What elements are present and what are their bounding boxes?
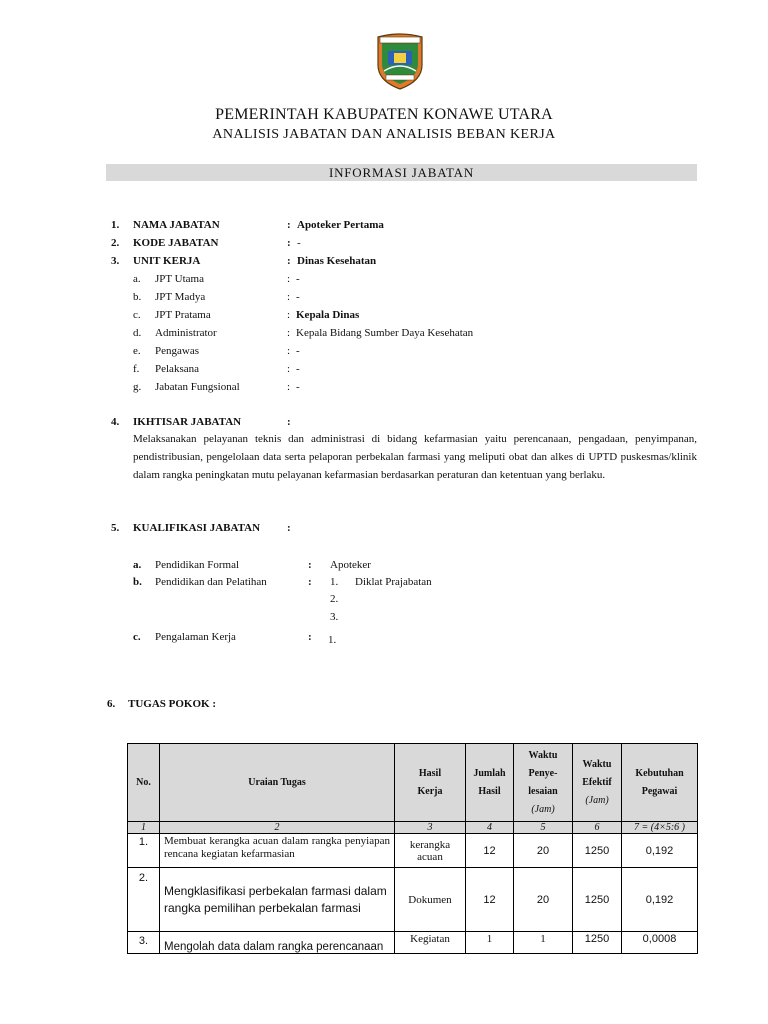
item-number: 5. (111, 522, 120, 534)
unit-item-value: - (296, 381, 300, 393)
row-hasil-kerja: Kegiatan (395, 932, 466, 954)
table-column-number-row (128, 822, 698, 834)
row-waktu-penyelesaian: 20 (514, 868, 573, 932)
separator: : (287, 327, 291, 339)
header-waktu-penyelesaian: Waktu Penye- lesaian (Jam) (514, 744, 573, 822)
separator: : (287, 345, 291, 357)
unit-item-value: Kepala Bidang Sumber Daya Kesehatan (296, 327, 474, 339)
separator: : (287, 291, 291, 303)
row-no: 2. (128, 868, 160, 932)
ikhtisar-jabatan-text: Melaksanakan pelayanan teknis dan administrasi di bidang kefarmasian yaitu perencanaan, pengadaan, penyimpanan, pendistribusian, pengelolaan data serta pelaporan perbekalan farmasi yang meliputi obat dan alkes di UPTD puskesmas/klinik dalam rangka peningkatan mutu pelayanan kefarmasian berdasarkan peraturan dan ketentuan yang berlaku. (133, 433, 697, 481)
unit-item-letter: e. (133, 345, 141, 357)
kualifikasi-letter: a. (133, 559, 142, 571)
separator: : (287, 237, 291, 249)
row-uraian: Mengolah data dalam rangka perencanaan (160, 932, 395, 954)
nama-jabatan-value: Apoteker Pertama (297, 219, 384, 231)
separator: : (308, 559, 312, 571)
unit-item-value: - (296, 291, 300, 303)
unit-item-value: - (296, 273, 300, 285)
row-jumlah-hasil: 12 (466, 834, 514, 868)
row-kebutuhan-pegawai: 0,192 (622, 834, 698, 868)
row-kebutuhan-pegawai: 0,192 (622, 868, 698, 932)
kode-jabatan-label: KODE JABATAN (133, 237, 219, 249)
separator: : (287, 363, 291, 375)
unit-item-letter: g. (133, 381, 142, 393)
document-subtitle: ANALISIS JABATAN DAN ANALISIS BEBAN KERJA (212, 127, 556, 142)
pendidikan-formal-label: Pendidikan Formal (155, 559, 240, 571)
unit-item-label: JPT Madya (155, 291, 206, 303)
separator: : (287, 309, 291, 321)
item-number: 1. (111, 219, 120, 231)
unit-item-letter: d. (133, 327, 142, 339)
header-no: No. (128, 744, 160, 822)
pengalaman-item-number: 1. (328, 634, 337, 646)
kode-jabatan-value: - (297, 237, 301, 249)
table-row (128, 932, 698, 954)
header-uraian-tugas: Uraian Tugas (160, 744, 395, 822)
column-number: 7 = (4×5:6 ) (622, 822, 698, 834)
table-row (128, 834, 698, 868)
item-number: 6. (107, 698, 116, 710)
kualifikasi-jabatan-label: KUALIFIKASI JABATAN (133, 522, 261, 534)
pelatihan-item-number: 2. (330, 593, 339, 605)
separator: : (287, 219, 291, 231)
unit-item-value: - (296, 345, 300, 357)
unit-item-label: Administrator (155, 327, 217, 339)
separator: : (308, 576, 312, 588)
separator: : (287, 273, 291, 285)
tugas-pokok-label: TUGAS POKOK : (128, 698, 217, 710)
pelatihan-item-number: 1. (330, 576, 339, 588)
unit-item-label: Pelaksana (155, 363, 199, 375)
row-hasil-kerja: Dokumen (395, 868, 466, 932)
header-hasil-kerja: Hasil Kerja (395, 744, 466, 822)
row-waktu-efektif: 1250 (573, 868, 622, 932)
pengalaman-kerja-label: Pengalaman Kerja (155, 631, 236, 643)
tugas-pokok-table (127, 743, 698, 954)
unit-item-letter: c. (133, 309, 141, 321)
column-number: 1 (128, 822, 160, 834)
unit-item-letter: f. (133, 363, 140, 375)
regency-emblem-icon (374, 31, 426, 91)
unit-item-letter: b. (133, 291, 142, 303)
table-row (128, 868, 698, 932)
unit-item-letter: a. (133, 273, 141, 285)
header-kebutuhan-pegawai: Kebutuhan Pegawai (622, 744, 698, 822)
column-number: 3 (395, 822, 466, 834)
row-uraian: Membuat kerangka acuan dalam rangka penyiapan rencana kegiatan kefarmasian (160, 834, 395, 868)
unit-kerja-label: UNIT KERJA (133, 255, 201, 267)
column-number: 4 (466, 822, 514, 834)
ikhtisar-jabatan-label: IKHTISAR JABATAN (133, 416, 242, 428)
header-jumlah-hasil: Jumlah Hasil (466, 744, 514, 822)
unit-item-label: Jabatan Fungsional (155, 381, 240, 393)
separator: : (287, 255, 291, 267)
kualifikasi-letter: c. (133, 631, 141, 643)
item-number: 2. (111, 237, 120, 249)
row-waktu-penyelesaian: 1 (514, 932, 573, 954)
column-number: 5 (514, 822, 573, 834)
nama-jabatan-label: NAMA JABATAN (133, 219, 220, 231)
row-uraian: Mengklasifikasi perbekalan farmasi dalam rangka pemilihan perbekalan farmasi (160, 868, 395, 932)
kualifikasi-letter: b. (133, 576, 142, 588)
separator: : (287, 381, 291, 393)
unit-kerja-value: Dinas Kesehatan (297, 255, 377, 267)
header-waktu-efektif: Waktu Efektif (Jam) (573, 744, 622, 822)
table-header-row (128, 744, 698, 822)
row-jumlah-hasil: 1 (466, 932, 514, 954)
row-hasil-kerja: kerangka acuan (395, 834, 466, 868)
unit-item-label: JPT Utama (155, 273, 204, 285)
row-no: 3. (128, 932, 160, 954)
pendidikan-formal-value: Apoteker (330, 559, 371, 571)
row-waktu-penyelesaian: 20 (514, 834, 573, 868)
pendidikan-pelatihan-label: Pendidikan dan Pelatihan (155, 576, 267, 588)
row-jumlah-hasil: 12 (466, 868, 514, 932)
separator: : (287, 522, 291, 534)
row-kebutuhan-pegawai: 0,0008 (622, 932, 698, 954)
item-number: 4. (111, 416, 120, 428)
unit-item-value: Kepala Dinas (296, 309, 360, 321)
section-band-informasi-jabatan: INFORMASI JABATAN (106, 164, 697, 181)
pelatihan-item-number: 3. (330, 611, 339, 623)
column-number: 6 (573, 822, 622, 834)
unit-item-label: Pengawas (155, 345, 199, 357)
separator: : (287, 416, 291, 428)
item-number: 3. (111, 255, 120, 267)
unit-item-value: - (296, 363, 300, 375)
row-waktu-efektif: 1250 (573, 834, 622, 868)
column-number: 2 (160, 822, 395, 834)
document-title: PEMERINTAH KABUPATEN KONAWE UTARA (215, 106, 553, 123)
row-no: 1. (128, 834, 160, 868)
unit-item-label: JPT Pratama (155, 309, 211, 321)
pelatihan-item-value: Diklat Prajabatan (355, 576, 432, 588)
separator: : (308, 631, 312, 643)
row-waktu-efektif: 1250 (573, 932, 622, 954)
